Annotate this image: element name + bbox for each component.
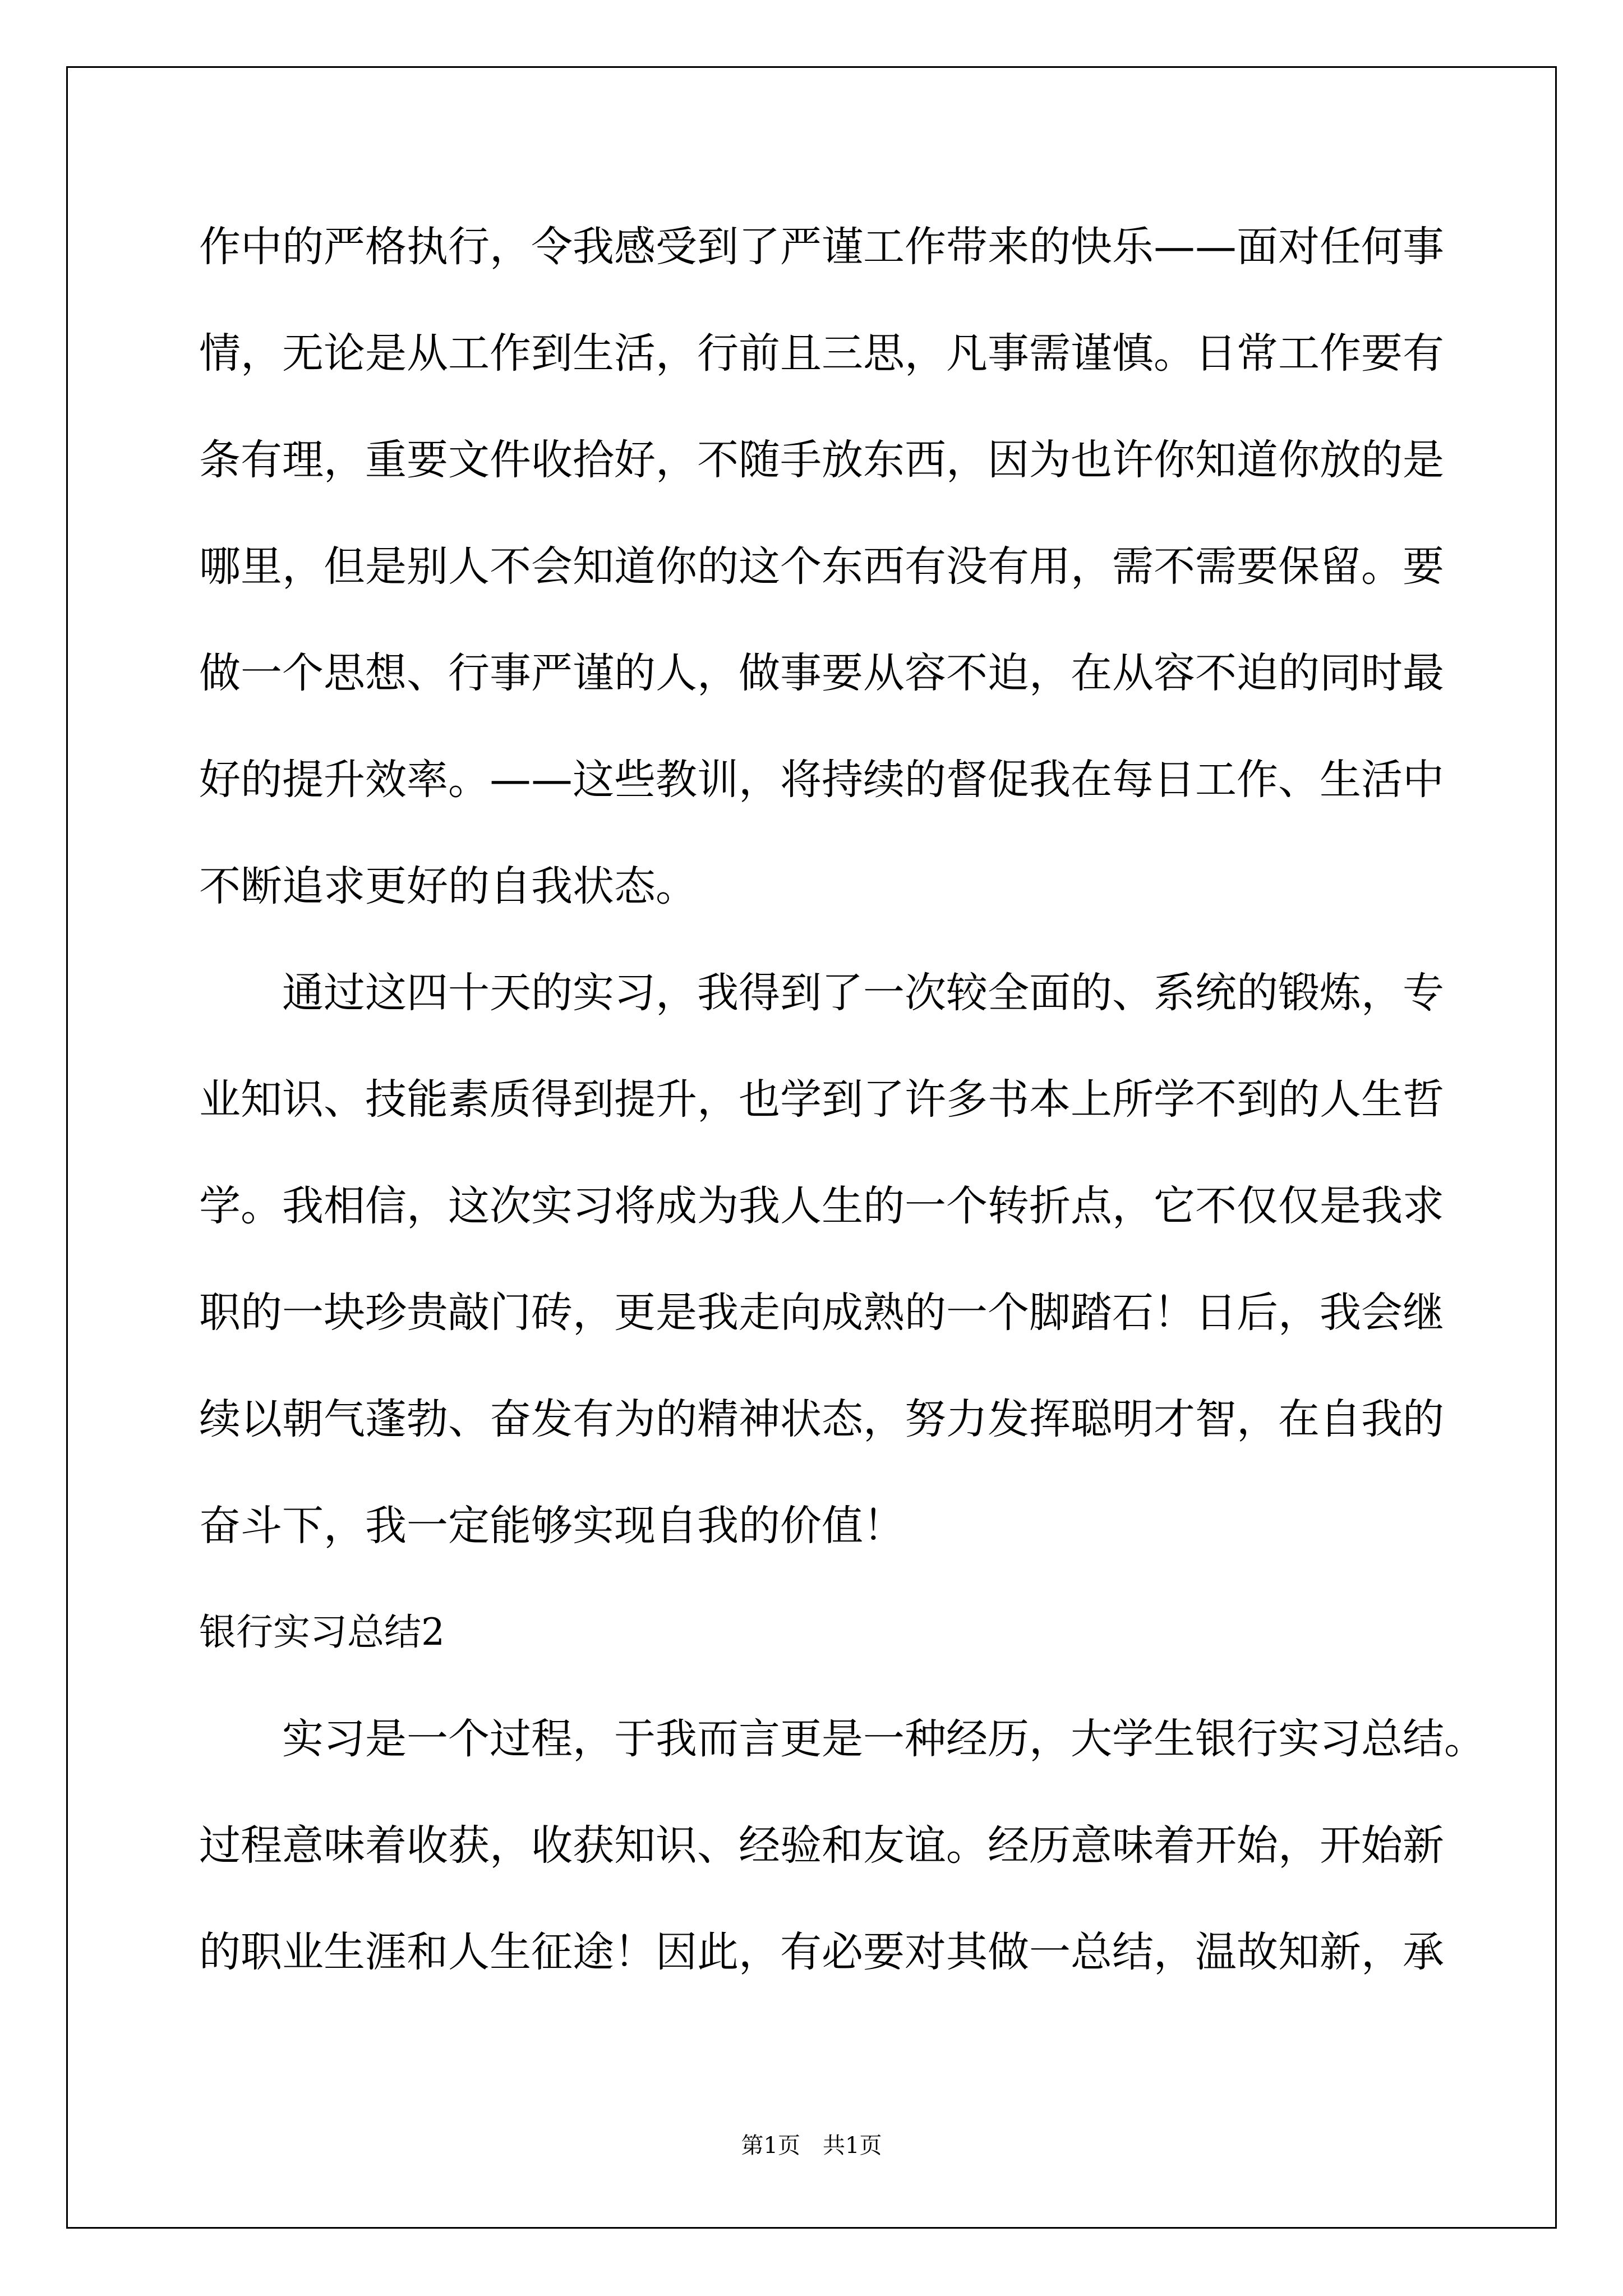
- body-line-1: 作中的严格执行，令我感受到了严谨工作带来的快乐——面对任何事: [199, 223, 1444, 271]
- body-line-14: 实习是一个过程，于我而言更是一种经历，大学生银行实习总结。: [199, 1715, 1486, 1763]
- body-line-11: 职的一块珍贵敲门砖，更是我走向成熟的一个脚踏石！日后，我会继: [199, 1289, 1444, 1337]
- section-heading: 银行实习总结2: [199, 1611, 445, 1654]
- body-line-6: 好的提升效率。——这些教训，将持续的督促我在每日工作、生活中: [199, 756, 1444, 804]
- body-line-5: 做一个思想、行事严谨的人，做事要从容不迫，在从容不迫的同时最: [199, 649, 1444, 697]
- page-footer: 第1页 共1页: [741, 2133, 882, 2159]
- body-line-3: 条有理，重要文件收拾好，不随手放东西，因为也许你知道你放的是: [199, 436, 1444, 484]
- body-line-10: 学。我相信，这次实习将成为我人生的一个转折点，它不仅仅是我求: [199, 1182, 1444, 1230]
- page-frame: [66, 66, 1557, 2229]
- body-line-12: 续以朝气蓬勃、奋发有为的精神状态，努力发挥聪明才智，在自我的: [199, 1395, 1444, 1443]
- body-line-2: 情，无论是从工作到生活，行前且三思，凡事需谨慎。日常工作要有: [199, 329, 1444, 378]
- body-line-8: 通过这四十天的实习，我得到了一次较全面的、系统的锻炼，专: [199, 969, 1444, 1017]
- body-line-7: 不断追求更好的自我状态。: [199, 862, 697, 910]
- body-line-16: 的职业生涯和人生征途！因此，有必要对其做一总结，温故知新，承: [199, 1928, 1444, 1976]
- body-line-9: 业知识、技能素质得到提升，也学到了许多书本上所学不到的人生哲: [199, 1075, 1444, 1124]
- body-line-4: 哪里，但是别人不会知道你的这个东西有没有用，需不需要保留。要: [199, 542, 1444, 591]
- body-line-15: 过程意味着收获，收获知识、经验和友谊。经历意味着开始，开始新: [199, 1821, 1444, 1870]
- body-line-13: 奋斗下，我一定能够实现自我的价值！: [199, 1502, 905, 1550]
